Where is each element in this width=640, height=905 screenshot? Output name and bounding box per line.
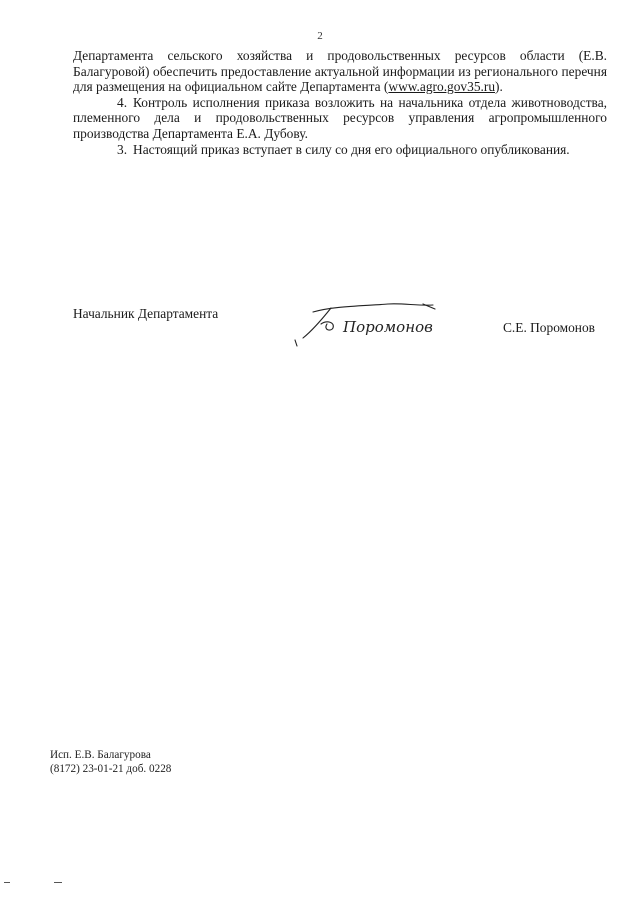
paragraph-item-4 [73, 95, 607, 142]
executor-note [50, 748, 171, 776]
svg-text:Поромонов: Поромонов [343, 318, 433, 336]
paragraph-text: Контроль исполнения приказа возложить на начальника отдела животноводства, племенного дела и продовольственных ресурсов управления агропромышленного производства Департамента Е.А. Дубову. [73, 94, 607, 141]
scan-mark [54, 882, 62, 883]
paragraph-item-3 [73, 142, 607, 158]
signatory-name: С.Е. Поромонов [502, 320, 595, 335]
signatory-position: Начальник Департамента [73, 306, 219, 321]
paragraph-number: 4. [117, 94, 128, 110]
handwritten-signature [283, 300, 483, 348]
paragraph-number: 3. [117, 141, 128, 157]
executor-phone: (8172) 23-01-21 доб. 0228 [50, 763, 172, 775]
page-number: 2 [317, 30, 323, 42]
paragraph-end: ). [495, 79, 503, 95]
scan-mark [4, 882, 10, 883]
website-link[interactable]: www.agro.gov35.ru [388, 79, 496, 95]
paragraph-text: Департамента сельского хозяйства и продовольственных ресурсов области (Е.В. Балагуровой) обеспечить предоставление актуальной информации из регионального перечня для размещения на официальном сайте Департамента ( [73, 48, 607, 95]
signature-block [73, 300, 607, 350]
paragraph-text: Настоящий приказ вступает в силу со дня его официального опубликования. [133, 141, 570, 157]
body-text [73, 48, 607, 157]
executor-name: Исп. Е.В. Балагурова [50, 749, 151, 761]
paragraph-continuation [73, 48, 607, 95]
